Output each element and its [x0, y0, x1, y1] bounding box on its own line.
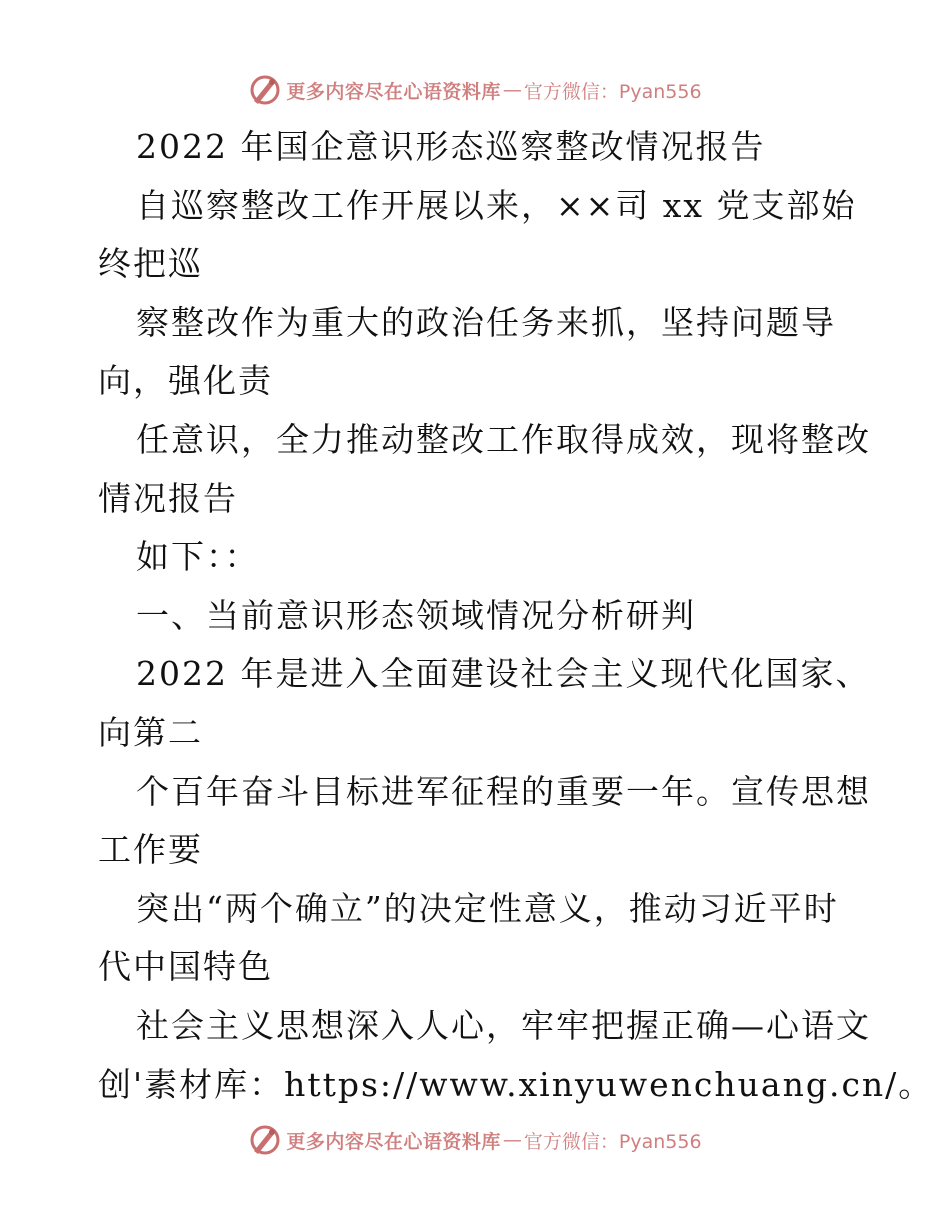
pen-logo-icon	[248, 1123, 282, 1157]
watermark-separator: —	[502, 79, 522, 101]
document-line: 如下：：	[136, 537, 260, 577]
document-line: 情况报告	[98, 478, 238, 518]
document-line: 一、当前意识形态领域情况分析研判	[136, 595, 696, 635]
document-line: 向第二	[98, 712, 203, 752]
document-line: 任意识，全力推动整改工作取得成效，现将整改	[136, 419, 871, 459]
watermark-separator: —	[502, 1129, 522, 1151]
watermark-banner-bottom	[0, 1118, 950, 1162]
document-line: 代中国特色	[98, 947, 273, 987]
document-line: 工作要	[98, 830, 203, 870]
document-title: 2022 年国企意识形态巡察整改情况报告	[136, 127, 766, 166]
document-line: 终把巡	[98, 244, 203, 284]
document-line: 突出“两个确立”的决定性意义，推动习近平时	[136, 888, 839, 928]
document-line: 向，强化责	[98, 361, 273, 401]
document-line: 察整改作为重大的政治任务来抓，坚持问题导	[136, 302, 836, 342]
watermark-text: 更多内容尽在心语资料库	[286, 80, 501, 103]
document-line: 自巡察整改工作开展以来，××司 xx 党支部始	[136, 185, 857, 225]
watermark-text: 更多内容尽在心语资料库	[286, 1130, 501, 1153]
document-body	[98, 118, 934, 1114]
pen-logo-icon	[248, 73, 282, 107]
document-line: 2022 年是进入全面建设社会主义现代化国家、	[136, 654, 871, 694]
watermark-wechat: 官方微信：Pyan556	[523, 80, 702, 103]
document-line: 创'素材库：https://www.xinyuwenchuang.cn/。	[98, 1064, 934, 1104]
document-line: 社会主义思想深入人心，牢牢把握正确—心语文	[136, 1005, 871, 1045]
watermark-wechat: 官方微信：Pyan556	[523, 1130, 702, 1153]
document-line: 个百年奋斗目标进军征程的重要一年。宣传思想	[136, 771, 871, 811]
watermark-banner-top	[0, 68, 950, 112]
